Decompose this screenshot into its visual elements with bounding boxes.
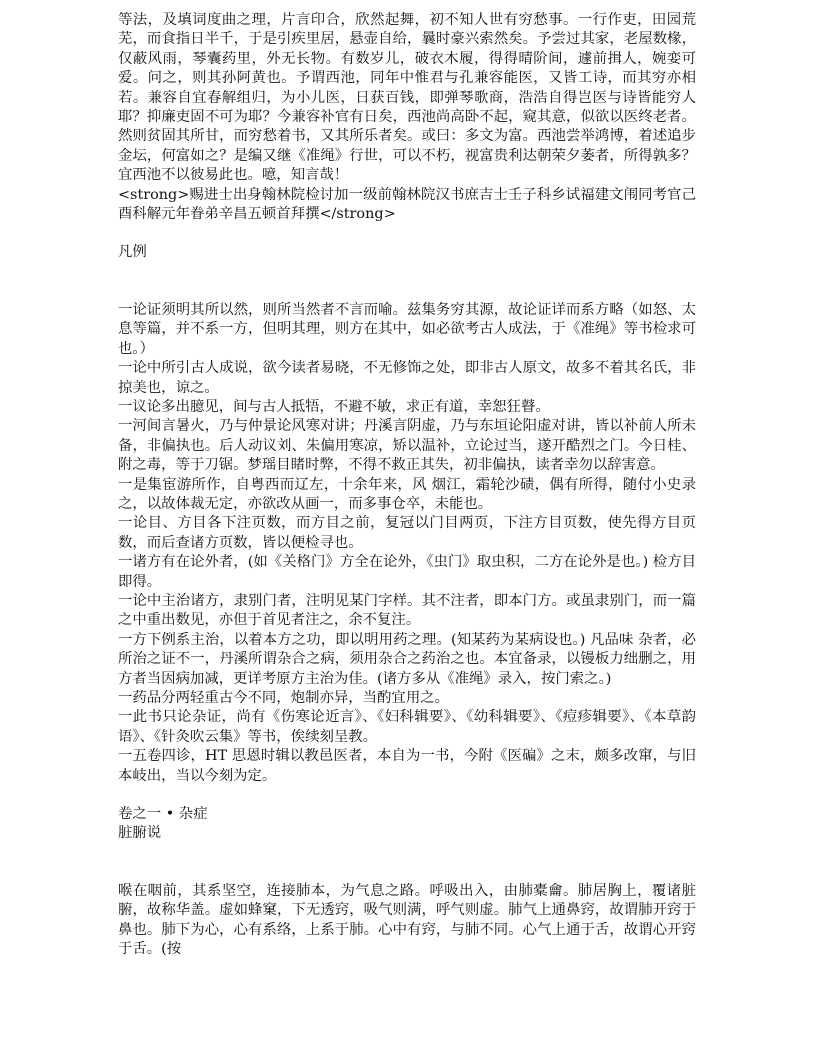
fanli-item: 一诸方有在论外者，(如《关格门》方全在论外，《虫门》取虫积，二方在论外是也。) 检方目即得。	[118, 554, 696, 590]
spacer	[118, 224, 696, 243]
fanli-item: 一论目、方目各下注页数，而方目之前，复冠以门目两页，下注方目页数，使先得方目页数，而后查诸方页数，皆以便检寻也。	[118, 515, 696, 551]
volume-title: 卷之一 • 杂症	[118, 806, 208, 823]
section-heading: 脏腑说	[118, 825, 162, 842]
fanli-item: 一河间言暑火，乃与仲景论风寒对讲；丹溪言阴虚，乃与东垣论阳虚对讲，皆以补前人所未备，非偏执也。后人动议刘、朱偏用寒凉，矫以温补，立论过当，遂开酷烈之门。今日桂、附之毒，等于刀锯。梦瑶目睹时弊，不得不救正其失，初非偏执，读者幸勿以辞害意。	[118, 418, 696, 474]
body-paragraph: 喉在咽前，其系坚空，连接肺本，为气息之路。呼吸出入，由肺橐龠。肺居胸上，覆诸脏腑，故称华盖。虚如蜂窠，下无透窍，吸气则满，呼气则虚。肺气上通鼻窍，故谓肺开窍于鼻也。肺下为心，心有系络，上系于肺。心中有窍，与肺不同。心气上通于舌，故谓心开窍于舌。(按	[118, 882, 696, 958]
spacer	[118, 844, 696, 882]
fanli-item: 一议论多出臆见，间与古人抵牾，不避不敏，求正有道，幸恕狂瞽。	[118, 398, 550, 415]
fanli-item: 一论证须明其所以然，则所当然者不言而喻。兹集务穷其源，故论证详而系方略（如怒、太息等篇，并不系一方，但明其理，则方在其中，如必欲考古人成法，于《准绳》等书检求可也。）	[118, 301, 696, 357]
fanli-list	[118, 301, 696, 786]
fanli-item: 一论中所引古人成说，欲今读者易晓，不无修饰之处，即非古人原文，故多不着其名氏，非掠美也，谅之。	[118, 360, 696, 396]
fanli-item: 一是集宦游所作，自粤西而辽左，十余年来，风 烟江，霜轮沙碛，偶有所得，随付小史录之，以故体裁无定，亦欲改从画一，而多事仓卒，未能也。	[118, 476, 696, 512]
fanli-item: 一论中主治诸方，隶别门者，注明见某门字样。其不注者，即本门方。或虽隶别门，而一篇之中重出数见，亦但于首见者注之，余不复注。	[118, 592, 696, 629]
preface-paragraph: 等法，及填词度曲之理，片言印合，欣然起舞，初不知人世有穷愁事。一行作吏，田园荒芜，而食指日半千，于是引疾里居，悬壶自给，曩时豪兴索然矣。予尝过其家，老屋数椽，仅蔽风雨，琴囊药里，外无长物。有数岁儿，破衣木履，得得晴阶间，遽前揖人，婉娈可爱。问之，则其孙阿黄也。予谓西池，同年中惟君与孔兼容能医，又皆工诗，而其穷亦相若。兼容自宜春解组归，为小儿医，日获百钱，即弹琴歌商，浩浩自得岂医与诗皆能穷人耶？抑廉吏固不可为耶？今兼容补官有日矣，西池尚高卧不起，窥其意，似欲以医终老者。然则贫固其所甘，而穷愁着书，又其所乐者矣。或曰：多文为富。西池尝举鸿博，着述追步金坛，何富如之？是编又继《准绳》行世，可以不朽，视富贵利达朝荣夕萎者，所得孰多？宜西池不以彼易此也。噫，知言哉！	[118, 12, 696, 184]
spacer	[118, 263, 696, 301]
spacer	[118, 786, 696, 805]
fanli-heading: 凡例	[118, 244, 147, 261]
fanli-item: 一此书只论杂证，尚有《伤寒论近言》、《妇科辑要》、《幼科辑要》、《痘疹辑要》、《本草韵语》、《针灸吹云集》等书，俟续刻呈教。	[118, 709, 696, 745]
fanli-item: 一五卷四诊，HT 思恩时辑以教邑医者，本自为一书，今附《医碥》之末，颇多改窜，与旧本岐出，当以今刻为定。	[118, 748, 696, 784]
fanli-item: 一药品分两轻重古今不同，炮制亦异，当酌宜用之。	[118, 690, 449, 706]
preface-signature: <strong>赐进士出身翰林院检讨加一级前翰林院汉书庶吉士壬子科乡试福建文闱同考官己酉科解元年眷弟辛昌五顿首拜撰</strong>	[118, 186, 696, 223]
fanli-item: 一方下例系主治，以着本方之功，即以明用药之理。(知某药为某病设也。) 凡品味 杂者，必所治之证不一，丹溪所谓杂合之病，须用杂合之药治之也。本宜备录，以镘板力绌删之，用方者当因病加减，更详考原方主治为佳。(诸方多从《准绳》录入，按门索之。)	[118, 631, 696, 687]
